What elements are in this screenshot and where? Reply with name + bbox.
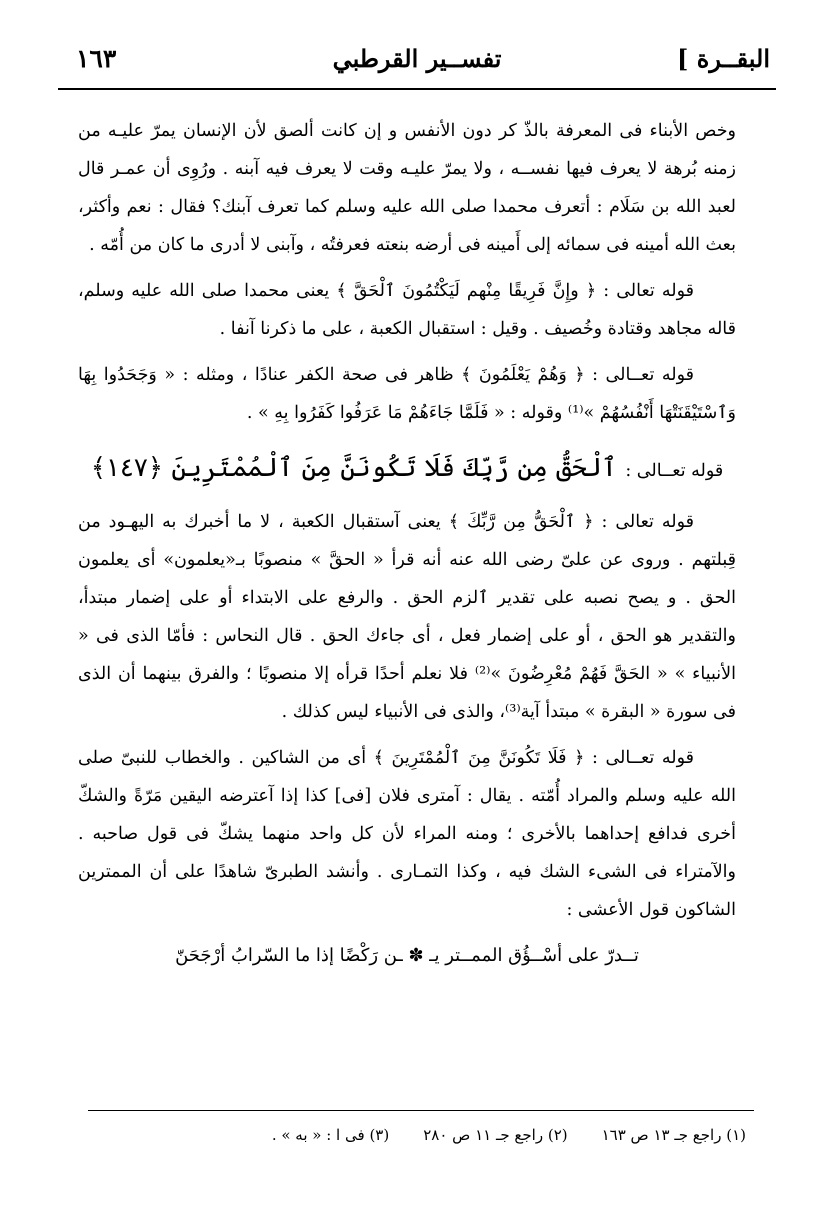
paragraph-1: وخص الأبناء فى المعرفة بالذّ كر دون الأنفس و إن كانت ألصق لأن الإنسان يمرّ عليـه من زمنه بُرهة لا يعرف فيها نفســه ، ولا يمرّ عليـه وقت لا يعرف فيه آبنه . ورُوِى أن عمـر قال لعبد الله بن سَلَام : أتعرف محمدا صلى الله عليه وسلم كما تعرف آبنك؟ فقال : نعم وأكثر، بعث الله أمينه فى سمائه إلى أَمينه فى أرضه بنعته فعرفتُه ، وآبنى لا أدرى ما كان من أُمّه . xyxy=(78,121,736,255)
page-number: ١٦٣ xyxy=(76,44,117,73)
page-header xyxy=(58,40,776,90)
footnote-2: (٢) راجع جـ ١١ ص ٢٨٠ xyxy=(423,1126,568,1144)
paragraph-2: قوله تعالى : ﴿ وإِنَّ فَرِيقًا مِنْهم لَيَكْتُمُونَ ٱلْحَقَّ ﴾ يعنى محمدا صلى الله عليه وسلم، قاله مجاهد وقتادة وخُصيف . وقيل : استقبال الكعبة ، على ما ذكرنا آنفا . xyxy=(78,281,736,339)
paragraph-4: قوله تعالى : ﴿ ٱلْحَقُّ مِن رَّبِّكَ ﴾ يعنى آستقبال الكعبة ، لا ما أخبرك به اليهـود من قِبلتهم . وروى عن علىّ رضى الله عنه أنه قرأ « الحقَّ » منصوبًا بـ«يعلمون» أى يعلمون الحق . و يصح نصبه على تقدير ٱلزم الحق . والرفع على الابتداء أو على إضمار مبتدأ، والتقدير هو الحق ، أو على إضمار فعل ، أى جاءك الحق . قال النحاس : فأمّا الذى فى « الأنبياء » « الحَقَّ فَهُمْ مُعْرِضُونَ »⁽²⁾ فلا نعلم أحدًا قرأه إلا منصوبًا ؛ والفرق بينهما أن الذى فى سورة « البقرة » مبتدأ آية⁽³⁾، والذى فى الأنبياء ليس كذلك . xyxy=(78,512,736,722)
book-title: تفســير القرطبي xyxy=(332,44,502,73)
footnote-1: (١) راجع جـ ١٣ ص ١٦٣ xyxy=(601,1126,746,1144)
poem-verse: تــدرّ على أسْــؤُق الممــتر يـ ✽ ـن رَكْضًا إذا ما السّرابُ أرْجَحَنّ xyxy=(175,945,639,966)
paragraph-5: قوله تعــالى : ﴿ فَلَا تَكُونَنَّ مِنَ ٱلْمُمْتَرِينَ ﴾ أى من الشاكين . والخطاب للنبىّ صلى الله عليه وسلم والمراد أُمّته . يقال : آمترى فلان [فى] كذا إذا آعترضه اليقين مَرّةً والشكّ أخرى فدافع إحداهما بالأخرى ؛ ومنه المراء لأن كل واحد منهما يشكّ فى قول صاحبه . والآمتراء فى الشىء الشك فيه ، وكذا التمـارى . وأنشد الطبرىّ شاهدًا على أن الممترين الشاكون قول الأعشى : xyxy=(78,748,736,920)
verse-heading xyxy=(78,440,736,499)
paragraph-3: قوله تعــالى : ﴿ وَهُمْ يَعْلَمُونَ ﴾ ظاهر فى صحة الكفر عنادًا ، ومثله : « وَجَحَدُوا بِهَا وَٱسْتَيْقَنَتْهَا أَنْفُسُهُمْ »⁽¹⁾ وقوله : « فَلَمَّا جَاءَهُمْ مَا عَرَفُوا كَفَرُوا بِهِ » . xyxy=(78,365,736,423)
main-text xyxy=(78,112,736,975)
verse-text: ٱلْحَقُّ مِن رَّبِّكَ فَلَا تَكُونَنَّ مِنَ ٱلْمُمْتَرِينَ ﴿١٤٧﴾ xyxy=(90,453,618,483)
footnote-divider xyxy=(88,1110,754,1111)
surah-name: البقــرة ] xyxy=(677,44,770,73)
footnote-3: (٣) فى ا : « به » . xyxy=(271,1126,390,1144)
footnotes xyxy=(78,1120,746,1150)
verse-lead: قوله تعــالى : xyxy=(625,461,724,481)
